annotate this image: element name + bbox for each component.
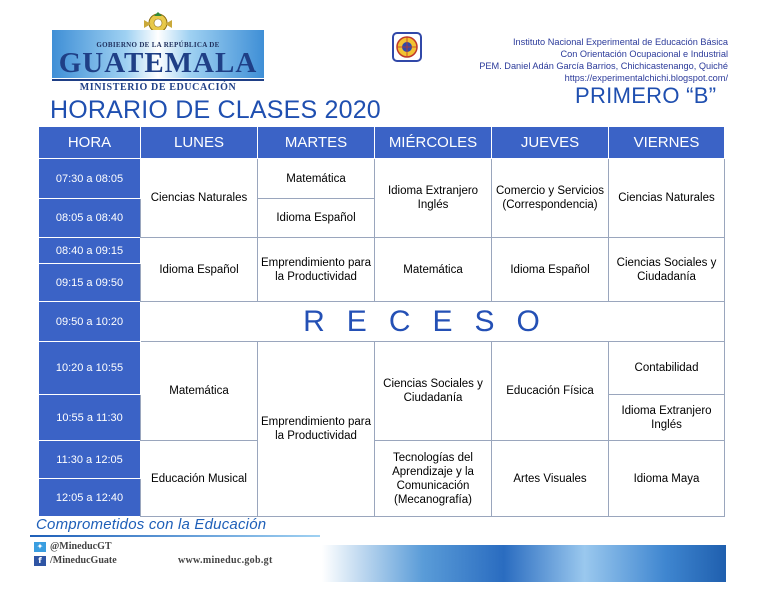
class-cell: Matemática bbox=[258, 159, 375, 199]
facebook-handle[interactable] bbox=[34, 555, 117, 566]
institute-name: Instituto Nacional Experimental de Educación Básica bbox=[512, 37, 728, 47]
class-cell: Idioma Maya bbox=[609, 441, 725, 517]
time-slot: 12:05 a 12:40 bbox=[39, 479, 141, 517]
class-cell: Idioma Español bbox=[258, 199, 375, 238]
twitter-handle[interactable] bbox=[34, 541, 112, 552]
time-slot: 09:15 a 09:50 bbox=[39, 264, 141, 302]
header-row bbox=[39, 127, 725, 159]
country-name: GUATEMALA bbox=[58, 47, 258, 79]
time-slot: 08:40 a 09:15 bbox=[39, 238, 141, 264]
institute-blog-link[interactable]: https://experimentalchichi.blogspot.com/ bbox=[564, 73, 728, 83]
time-slot: 10:55 a 11:30 bbox=[39, 395, 141, 441]
col-header-martes: MARTES bbox=[258, 127, 375, 159]
facebook-icon: f bbox=[34, 556, 46, 566]
time-slot: 10:20 a 10:55 bbox=[39, 342, 141, 395]
class-cell: Ciencias Sociales y Ciudadanía bbox=[609, 238, 725, 302]
class-cell: Idioma Español bbox=[141, 238, 258, 302]
time-slot: 09:50 a 10:20 bbox=[39, 302, 141, 342]
class-cell: Ciencias Naturales bbox=[141, 159, 258, 238]
class-cell: Emprendimiento para la Productividad bbox=[258, 238, 375, 302]
tagline-underline bbox=[30, 535, 320, 537]
time-slot: 11:30 a 12:05 bbox=[39, 441, 141, 479]
class-cell: Ciencias Sociales y Ciudadanía bbox=[375, 342, 492, 441]
col-header-hora: HORA bbox=[39, 127, 141, 159]
grade-label: PRIMERO “B” bbox=[575, 83, 717, 108]
class-cell: Comercio y Servicios (Correspondencia) bbox=[492, 159, 609, 238]
recess-banner: RECESO bbox=[141, 302, 725, 342]
time-slot: 08:05 a 08:40 bbox=[39, 199, 141, 238]
col-header-viernes: VIERNES bbox=[609, 127, 725, 159]
tagline: Comprometidos con la Educación bbox=[36, 516, 267, 533]
institute-info bbox=[408, 36, 728, 84]
class-cell: Contabilidad bbox=[609, 342, 725, 395]
class-cell: Idioma Extranjero Inglés bbox=[609, 395, 725, 441]
class-cell: Ciencias Naturales bbox=[609, 159, 725, 238]
col-header-lunes: LUNES bbox=[141, 127, 258, 159]
website-link[interactable]: www.mineduc.gob.gt bbox=[178, 555, 273, 566]
twitter-text: @MineducGT bbox=[50, 541, 112, 552]
ministry-name: MINISTERIO DE EDUCACIÓN bbox=[52, 79, 264, 93]
col-header-jueves: JUEVES bbox=[492, 127, 609, 159]
ministry-logo bbox=[52, 8, 264, 94]
institute-orientation: Con Orientación Ocupacional e Industrial bbox=[560, 49, 728, 59]
institute-location: PEM. Daniel Adán García Barrios, Chichicastenango, Quiché bbox=[479, 61, 728, 71]
twitter-icon: ✦ bbox=[34, 542, 46, 552]
recess-row bbox=[39, 302, 725, 342]
class-cell: Tecnologías del Aprendizaje y la Comunicación (Mecanografía) bbox=[375, 441, 492, 517]
class-cell: Educación Física bbox=[492, 342, 609, 441]
class-cell: Educación Musical bbox=[141, 441, 258, 517]
table-row bbox=[39, 238, 725, 264]
class-cell: Matemática bbox=[141, 342, 258, 441]
col-header-miercoles: MIÉRCOLES bbox=[375, 127, 492, 159]
page-title: HORARIO DE CLASES 2020 bbox=[50, 96, 381, 124]
class-cell: Idioma Español bbox=[492, 238, 609, 302]
government-line: GOBIERNO DE LA REPÚBLICA DE bbox=[96, 41, 220, 49]
facebook-text: /MineducGuate bbox=[50, 555, 117, 566]
time-slot: 07:30 a 08:05 bbox=[39, 159, 141, 199]
class-cell: Matemática bbox=[375, 238, 492, 302]
table-row bbox=[39, 342, 725, 395]
class-cell: Idioma Extranjero Inglés bbox=[375, 159, 492, 238]
class-cell: Artes Visuales bbox=[492, 441, 609, 517]
footer-band bbox=[322, 545, 726, 582]
table-row bbox=[39, 159, 725, 199]
class-cell: Emprendimiento para la Productividad bbox=[258, 342, 375, 517]
schedule-table bbox=[38, 126, 725, 517]
table-row bbox=[39, 441, 725, 479]
